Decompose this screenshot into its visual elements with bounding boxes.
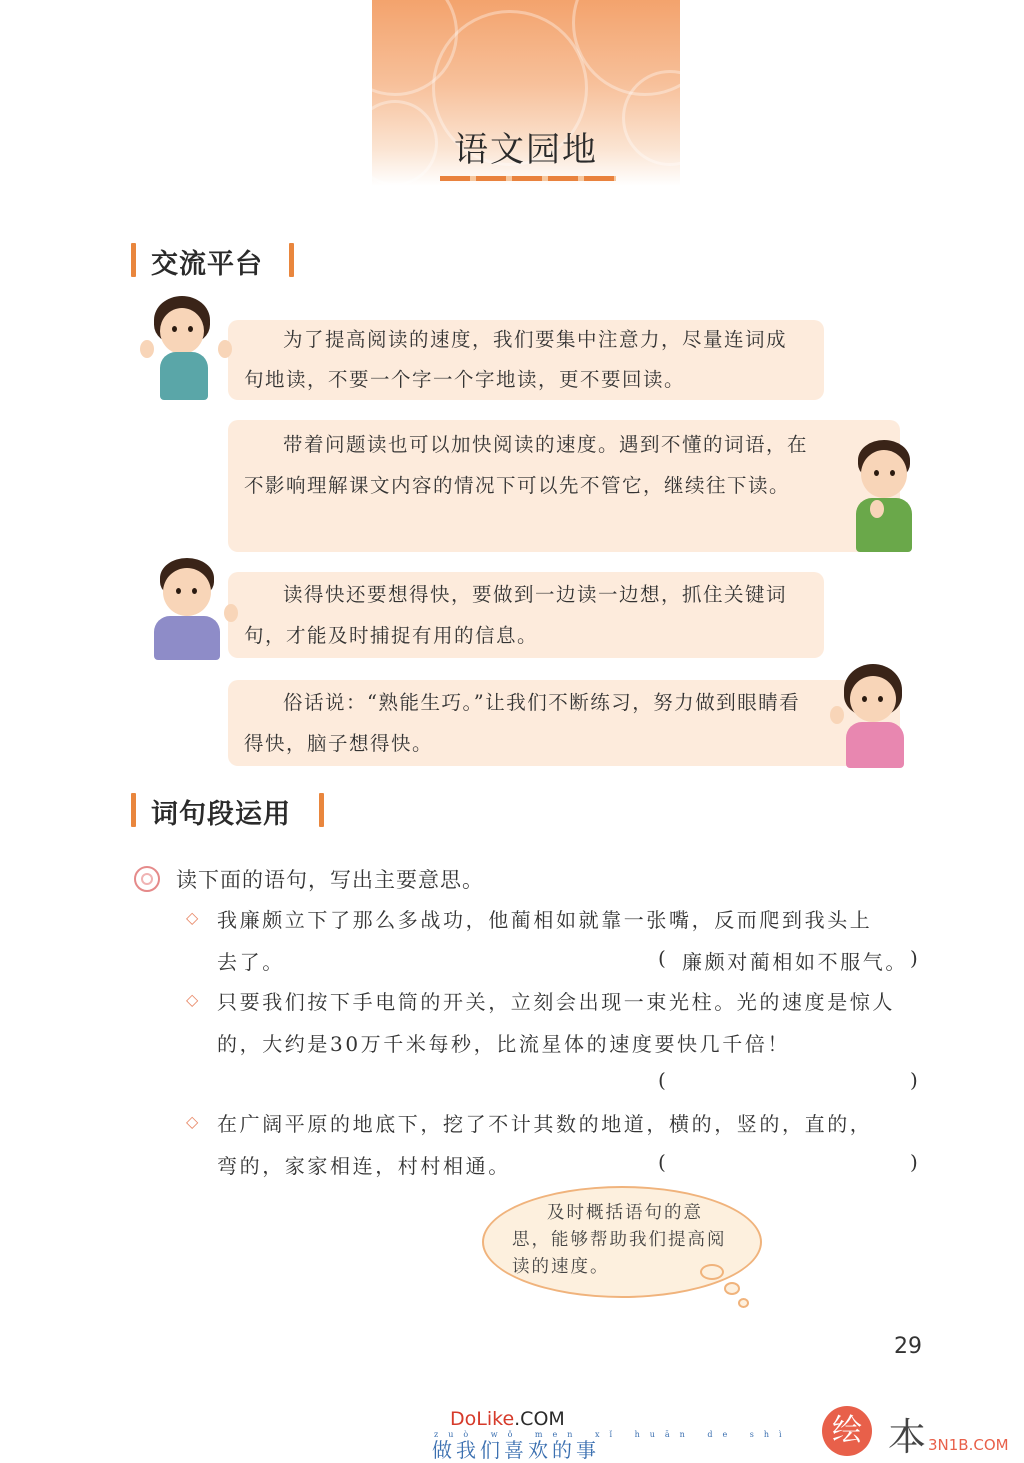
answer-close-paren-1: ) [910, 946, 918, 970]
item-1-line-2: 去了。 [217, 950, 285, 974]
diamond-bullet-icon: ◇ [186, 908, 199, 927]
watermark-slogan: 做我们喜欢的事 [432, 1438, 600, 1462]
section-bar-right [289, 243, 294, 277]
watermark-site-com: .COM [514, 1408, 565, 1430]
logo-site: 3N1B.COM [928, 1436, 1009, 1454]
logo-character: 本 [888, 1415, 927, 1459]
answer-open-paren-3: ( [658, 1150, 666, 1174]
answer-close-paren-3: ) [910, 1150, 918, 1174]
boy-figure-2 [146, 556, 242, 660]
thought-dot [724, 1282, 740, 1295]
bubble-text-2: 带着问题读也可以加快阅读的速度。遇到不懂的词语，在不影响理解课文内容的情况下可以先不管它，继续往下读。 [244, 433, 809, 497]
title-underline [440, 176, 616, 181]
bubble-text-1: 为了提高阅读的速度，我们要集中注意力，尽量连词成句地读，不要一个字一个字地读，更不要回读。 [244, 328, 788, 391]
diamond-bullet-icon: ◇ [186, 1112, 199, 1131]
answer-1: 廉颇对蔺相如不服气。 [682, 950, 908, 974]
section-title-usage: 词句段运用 [151, 799, 291, 830]
logo-circle: 绘 [822, 1406, 872, 1456]
exercise-question: 读下面的语句，写出主要意思。 [176, 868, 484, 892]
item-3-line-2: 弯的，家家相连，村村相通。 [217, 1154, 511, 1178]
speech-bubble-1 [228, 320, 824, 400]
bubble-text-3: 读得快还要想得快，要做到一边读一边想，抓住关键词句，才能及时捕捉有用的信息。 [244, 583, 788, 647]
watermark-pinyin: zuò wǒ men xǐ huān de shì [434, 1430, 792, 1439]
section-bar-left-2 [131, 793, 136, 827]
answer-open-paren-2: ( [658, 1068, 666, 1092]
item-1-line-1: 我廉颇立下了那么多战功，他蔺相如就靠一张嘴，反而爬到我头上 [217, 908, 873, 932]
watermark-site [450, 1408, 565, 1430]
boy-figure-1 [848, 440, 918, 552]
item-2-line-2: 的，大约是30万千米每秒，比流星体的速度要快几千倍！ [217, 1032, 791, 1056]
tip-text: 及时概括语句的意思，能够帮助我们提高阅读的速度。 [512, 1203, 727, 1277]
page-title: 语文园地 [454, 130, 598, 170]
item-2-line-1: 只要我们按下手电筒的开关，立刻会出现一束光柱。光的速度是惊人 [217, 990, 895, 1014]
page-number: 29 [894, 1334, 922, 1359]
thought-dot [738, 1298, 749, 1308]
bubble-text-4: 俗话说：“熟能生巧。”让我们不断练习，努力做到眼睛看得快，脑子想得快。 [244, 691, 801, 755]
answer-close-paren-2: ) [910, 1068, 918, 1092]
thought-dot [700, 1264, 724, 1280]
answer-open-paren-1: ( [658, 946, 666, 970]
speech-bubble-4 [228, 680, 900, 766]
girl-figure-2 [828, 664, 922, 768]
item-3-line-1: 在广阔平原的地底下，挖了不计其数的地道，横的，竖的，直的， [217, 1112, 873, 1136]
speech-bubble-3 [228, 572, 824, 658]
section-bar-right-2 [319, 793, 324, 827]
girl-figure-1 [136, 296, 236, 400]
watermark-site-name: DoLike [450, 1408, 515, 1430]
diamond-bullet-icon: ◇ [186, 990, 199, 1009]
section-bar-left [131, 243, 136, 277]
section-title-exchange: 交流平台 [151, 249, 263, 280]
speech-bubble-2 [228, 420, 900, 552]
question-icon [134, 866, 160, 892]
